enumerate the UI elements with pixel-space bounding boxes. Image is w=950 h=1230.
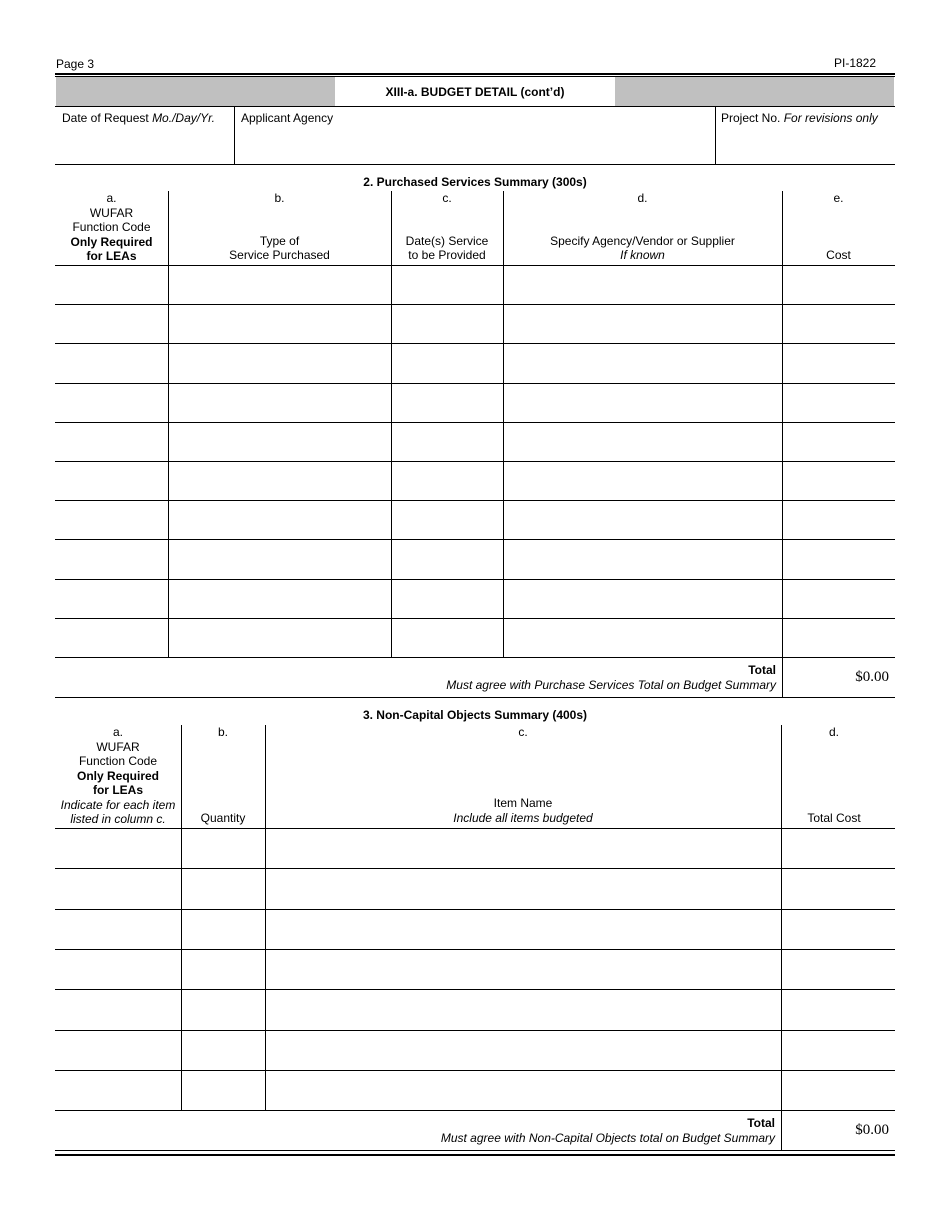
- nc-cell-input[interactable]: [58, 871, 178, 905]
- nc-cell-input[interactable]: [784, 831, 892, 865]
- ps-cell-input[interactable]: [171, 503, 388, 536]
- nc-cell-input[interactable]: [784, 1073, 892, 1107]
- nc-col-b-header: b. Quantity: [200, 725, 246, 825]
- title-shade-right: [615, 77, 894, 106]
- nc-cell-input[interactable]: [184, 992, 262, 1026]
- ps-row-rule: [55, 383, 895, 384]
- ps-cell-input[interactable]: [171, 425, 388, 458]
- nc-cell-input[interactable]: [268, 831, 778, 865]
- title-shade-left: [56, 77, 335, 106]
- ps-cell-input[interactable]: [506, 268, 779, 301]
- ps-row-rule: [55, 461, 895, 462]
- form-id: PI-1822: [834, 56, 877, 70]
- ps-col-b-header: b. Type of Service Purchased: [229, 191, 330, 262]
- ps-col-c-header: c. Date(s) Service to be Provided: [405, 191, 489, 262]
- ps-row-rule: [55, 539, 895, 540]
- nc-cell-input[interactable]: [268, 1033, 778, 1067]
- ps-cell-input[interactable]: [394, 425, 500, 458]
- title-bottom-rule: [55, 106, 895, 107]
- ps-row-rule: [55, 422, 895, 423]
- ps-col-e-header: e. Cost: [826, 191, 851, 262]
- ps-row-rule: [55, 304, 895, 305]
- nc-cell-input[interactable]: [784, 952, 892, 986]
- nc-col-divider: [181, 725, 182, 1110]
- project-no-label: Project No. For revisions only: [721, 111, 878, 125]
- nc-row-rule: [55, 868, 895, 869]
- nc-col-a-header: a. WUFAR Function Code Only Required for LEAs Indicate for each item listed in column c.: [60, 725, 176, 826]
- nc-header-rule: [55, 828, 895, 829]
- ps-cell-input[interactable]: [506, 582, 779, 615]
- nc-total-note: Must agree with Non-Capital Objects total on Budget Summary: [440, 1131, 775, 1145]
- page-number: Page 3: [56, 57, 95, 71]
- ps-cell-input[interactable]: [58, 542, 165, 575]
- ps-cell-input[interactable]: [171, 386, 388, 419]
- ps-header-rule: [55, 265, 895, 266]
- ps-row-rule: [55, 657, 895, 658]
- ps-cell-input[interactable]: [785, 503, 892, 536]
- ps-cell-input[interactable]: [506, 542, 779, 575]
- ps-cell-input[interactable]: [506, 464, 779, 497]
- project-no-field[interactable]: [719, 128, 893, 160]
- nc-total-value: $0.00: [855, 1122, 889, 1138]
- ps-cell-input[interactable]: [394, 582, 500, 615]
- ps-cell-input[interactable]: [171, 621, 388, 654]
- top-rule: [55, 73, 895, 75]
- nc-cell-input[interactable]: [58, 831, 178, 865]
- nc-row-rule: [55, 949, 895, 950]
- applicant-agency-field[interactable]: [238, 128, 712, 160]
- ps-cell-input[interactable]: [171, 268, 388, 301]
- ps-cell-input[interactable]: [394, 542, 500, 575]
- nc-cell-input[interactable]: [268, 871, 778, 905]
- ps-row-rule: [55, 343, 895, 344]
- ps-cell-input[interactable]: [506, 425, 779, 458]
- applicant-agency-label: Applicant Agency: [241, 111, 334, 125]
- ps-cell-input[interactable]: [58, 464, 165, 497]
- ps-cell-input[interactable]: [394, 621, 500, 654]
- ps-cell-input[interactable]: [506, 503, 779, 536]
- bottom-rule: [55, 1154, 895, 1156]
- ps-cell-input[interactable]: [785, 464, 892, 497]
- nc-cell-input[interactable]: [268, 952, 778, 986]
- nc-col-divider: [265, 725, 266, 1110]
- ps-cell-input[interactable]: [506, 386, 779, 419]
- ps-cell-input[interactable]: [506, 346, 779, 379]
- ps-cell-input[interactable]: [58, 307, 165, 340]
- nc-cell-input[interactable]: [784, 992, 892, 1026]
- ps-row-rule: [55, 579, 895, 580]
- ps-col-a-header: a. WUFAR Function Code Only Required for LEAs: [70, 191, 153, 263]
- nc-cell-input[interactable]: [184, 912, 262, 946]
- purchased-services-title: 2. Purchased Services Summary (300s): [363, 175, 587, 189]
- ps-cell-input[interactable]: [171, 464, 388, 497]
- ps-cell-input[interactable]: [506, 307, 779, 340]
- ps-col-divider: [782, 191, 783, 657]
- ps-cell-input[interactable]: [171, 582, 388, 615]
- ps-cell-input[interactable]: [394, 386, 500, 419]
- ps-cell-input[interactable]: [394, 307, 500, 340]
- nc-row-rule: [55, 909, 895, 910]
- ps-cell-input[interactable]: [58, 582, 165, 615]
- ps-cell-input[interactable]: [785, 425, 892, 458]
- nc-cell-input[interactable]: [58, 992, 178, 1026]
- ps-cell-input[interactable]: [394, 268, 500, 301]
- ps-cell-input[interactable]: [58, 386, 165, 419]
- ps-cell-input[interactable]: [394, 503, 500, 536]
- section-title: XIII-a. BUDGET DETAIL (cont’d): [385, 85, 565, 99]
- non-capital-title: 3. Non-Capital Objects Summary (400s): [362, 708, 588, 722]
- ps-cell-input[interactable]: [171, 542, 388, 575]
- ps-col-divider: [168, 191, 169, 657]
- nc-cell-input[interactable]: [784, 1033, 892, 1067]
- nc-cell-input[interactable]: [784, 912, 892, 946]
- nc-cell-input[interactable]: [268, 1073, 778, 1107]
- nc-total-label: Total: [747, 1116, 775, 1130]
- nc-cell-input[interactable]: [268, 912, 778, 946]
- nc-cell-input[interactable]: [184, 871, 262, 905]
- nc-col-divider: [781, 725, 782, 1110]
- ps-cell-input[interactable]: [58, 621, 165, 654]
- ps-cell-input[interactable]: [785, 307, 892, 340]
- ps-cell-input[interactable]: [58, 346, 165, 379]
- nc-row-rule: [55, 1070, 895, 1071]
- nc-cell-input[interactable]: [58, 1033, 178, 1067]
- nc-cell-input[interactable]: [58, 952, 178, 986]
- ps-cell-input[interactable]: [394, 346, 500, 379]
- ps-cell-input[interactable]: [394, 464, 500, 497]
- nc-cell-input[interactable]: [184, 1073, 262, 1107]
- nc-cell-input[interactable]: [58, 912, 178, 946]
- ps-col-divider: [503, 191, 504, 657]
- nc-cell-input[interactable]: [184, 831, 262, 865]
- nc-col-d-header: d. Total Cost: [807, 725, 861, 825]
- ps-cell-input[interactable]: [171, 307, 388, 340]
- ps-cell-input[interactable]: [171, 346, 388, 379]
- date-of-request-label: Date of Request Mo./Day/Yr.: [62, 111, 215, 125]
- ps-cell-input[interactable]: [785, 386, 892, 419]
- ps-total-note: Must agree with Purchase Services Total on Budget Summary: [446, 678, 776, 692]
- ps-cell-input[interactable]: [785, 621, 892, 654]
- ps-row-rule: [55, 500, 895, 501]
- ps-cell-input[interactable]: [785, 346, 892, 379]
- ps-row-rule: [55, 618, 895, 619]
- ps-cell-input[interactable]: [506, 621, 779, 654]
- nc-cell-input[interactable]: [184, 952, 262, 986]
- ps-col-d-header: d. Specify Agency/Vendor or Supplier If known: [550, 191, 735, 262]
- ps-cell-input[interactable]: [58, 503, 165, 536]
- ps-total-label: Total: [748, 663, 776, 677]
- ps-cell-input[interactable]: [785, 542, 892, 575]
- nc-cell-input[interactable]: [184, 1033, 262, 1067]
- ps-cell-input[interactable]: [785, 268, 892, 301]
- nc-cell-input[interactable]: [268, 992, 778, 1026]
- ps-cell-input[interactable]: [58, 268, 165, 301]
- nc-cell-input[interactable]: [784, 871, 892, 905]
- date-of-request-field[interactable]: [58, 128, 232, 160]
- nc-row-rule: [55, 989, 895, 990]
- ps-cell-input[interactable]: [785, 582, 892, 615]
- nc-row-rule: [55, 1030, 895, 1031]
- nc-row-rule: [55, 1110, 895, 1111]
- nc-col-c-header: c. Item Name Include all items budgeted: [453, 725, 593, 825]
- nc-cell-input[interactable]: [58, 1073, 178, 1107]
- ps-cell-input[interactable]: [58, 425, 165, 458]
- ps-col-divider: [391, 191, 392, 657]
- ps-total-value: $0.00: [855, 669, 889, 685]
